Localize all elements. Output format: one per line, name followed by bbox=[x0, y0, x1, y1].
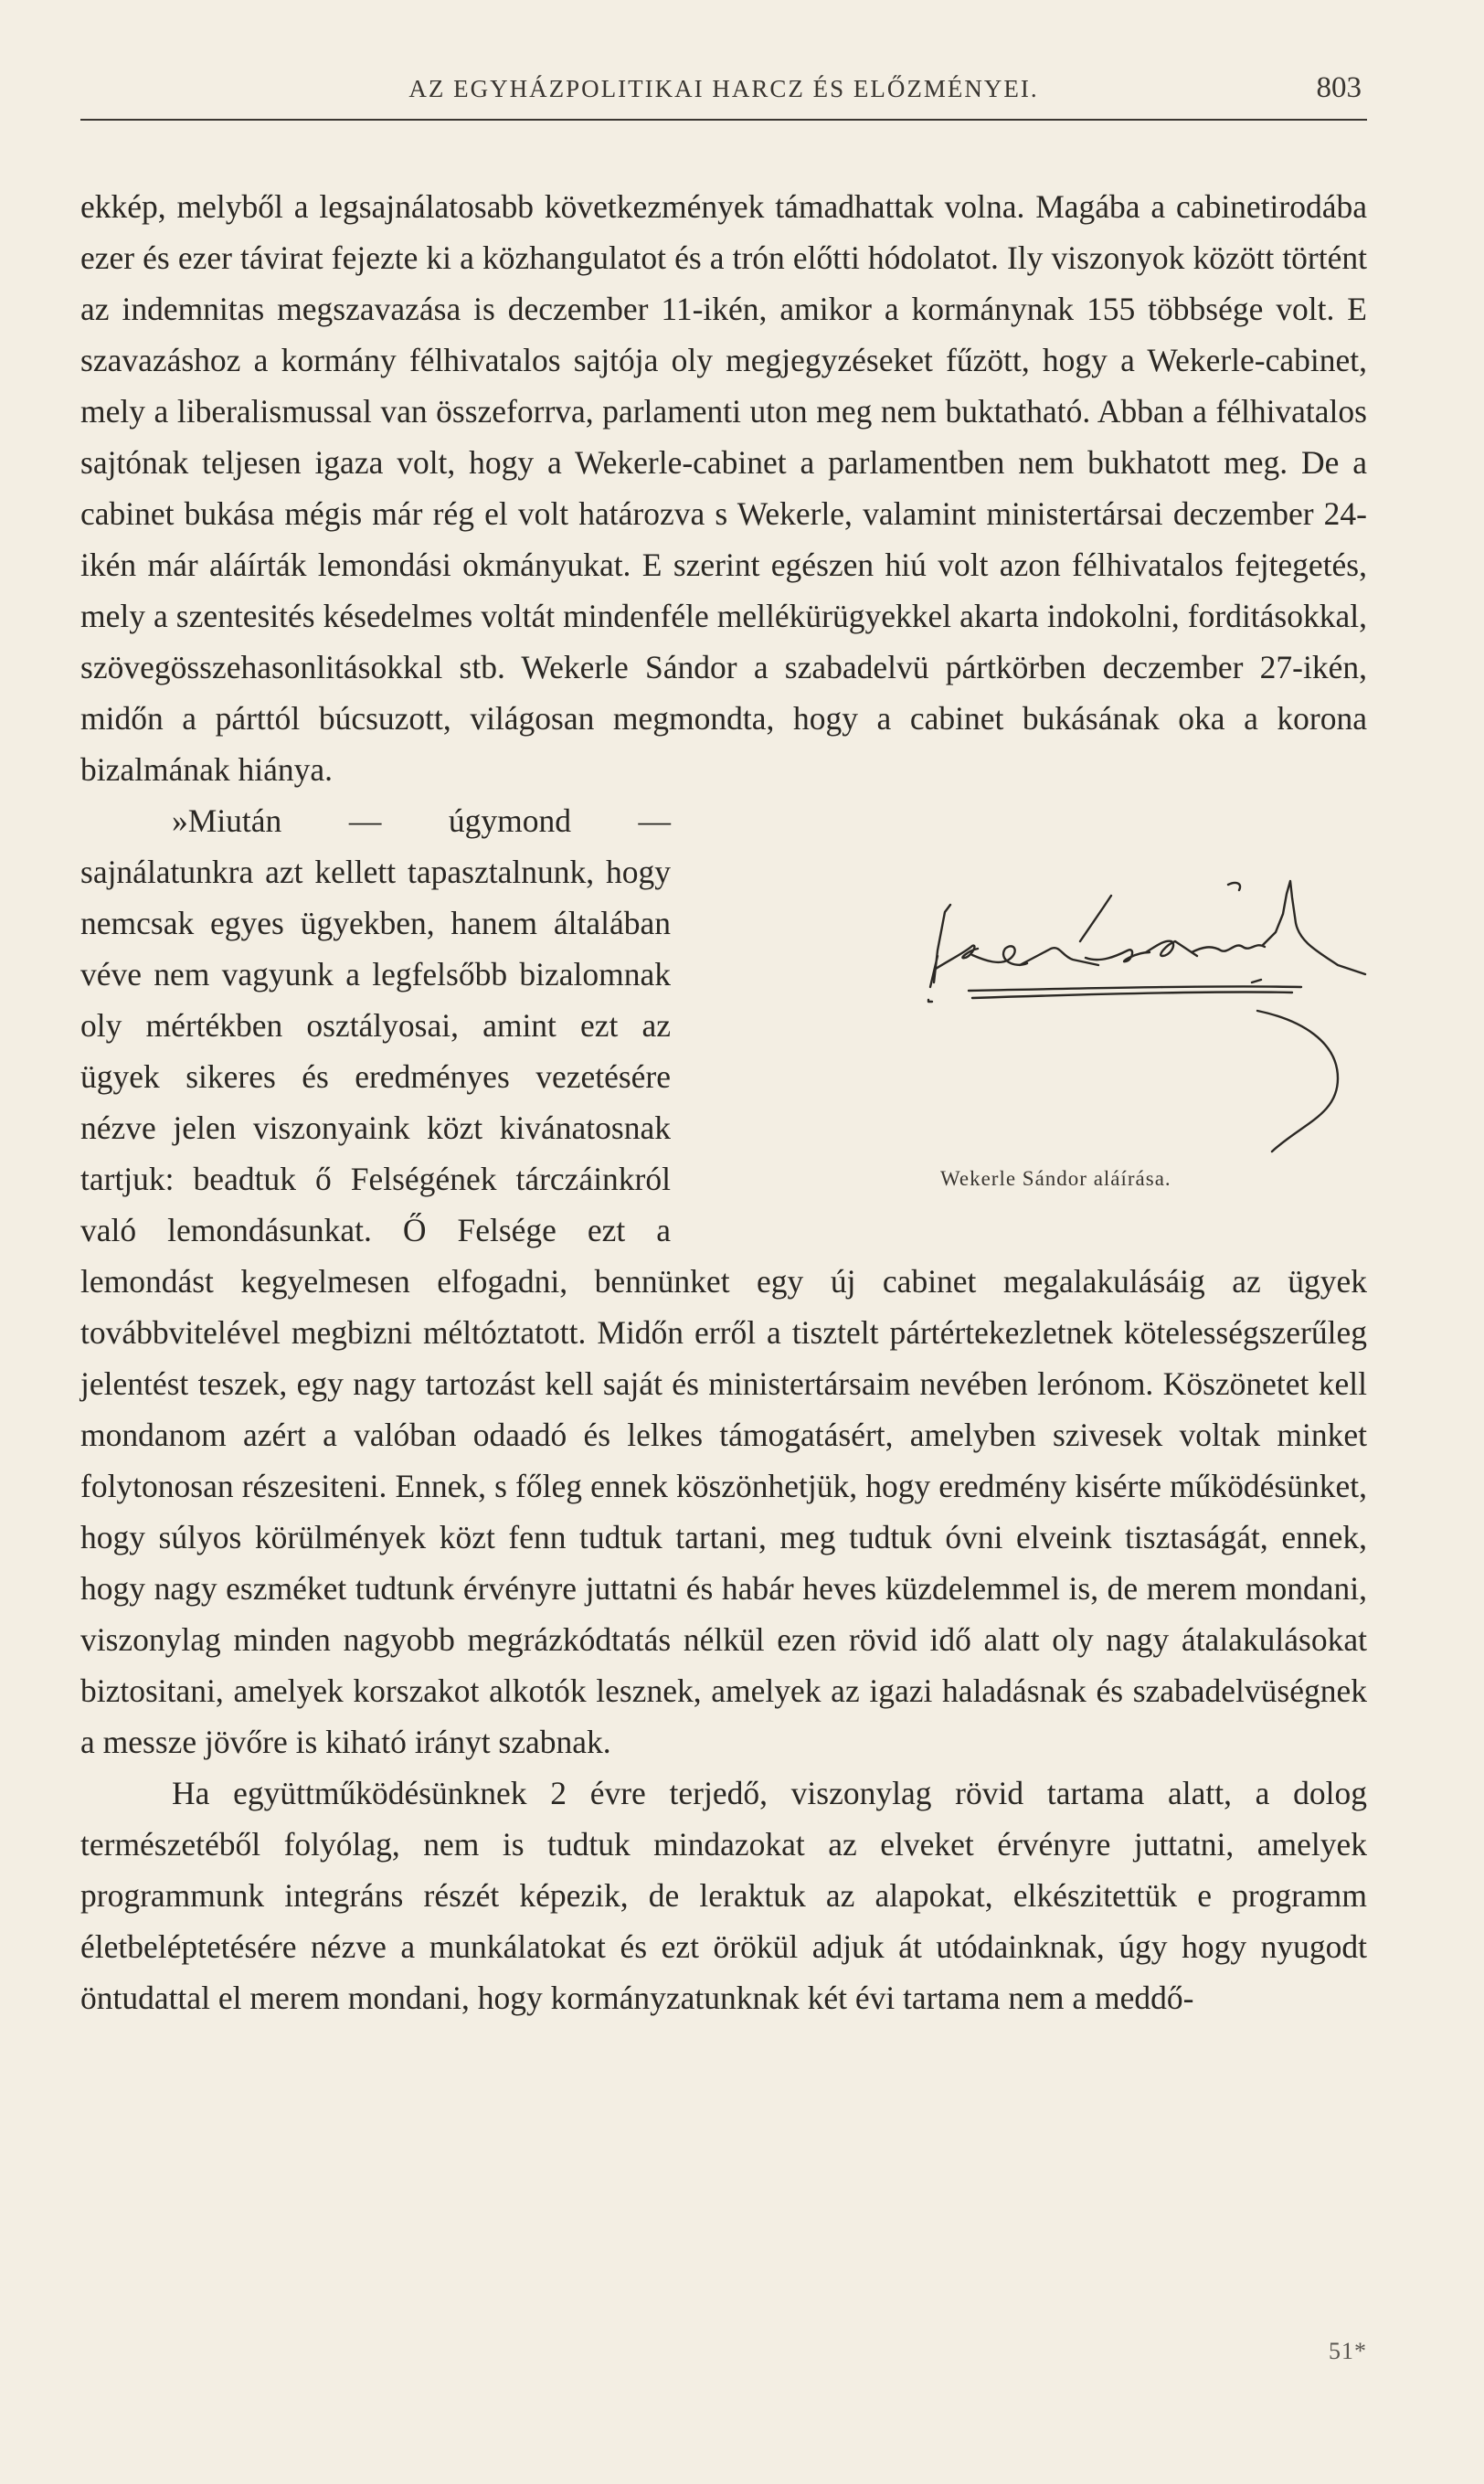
page-number: 803 bbox=[1316, 71, 1362, 104]
signature-figure bbox=[698, 795, 1367, 1206]
paragraph-2: »Miután — úgymond — sajnálatunkra azt kellett tapasztalnunk, hogy nemcsak egyes ügyekben, hanem általában véve nem vagyunk a legfelsőbb bizalomnak oly mértékben osztályosai, amint ezt az ügyek sikeres és eredményes vezetésére nézve jelen viszonyaink közt kivánatosnak tartjuk: beadtuk ő Felségének tárczáinkról való lemondásunkat. Ő Felsége ezt a lemondást kegyelmesen elfogadni, bennünket egy új cabinet megalakulásáig az ügyek továbbvitelével megbizni méltóztatott. Midőn erről a tisztelt pártértekezletnek kötelességszerűleg jelentést teszek, egy nagy tartozást kell saját és ministertársaim nevében lerónom. Köszönetet kell mondanom azért a valóban odaadó és lelkes támogatásért, amelyben szivesek voltak minket folytonosan részesiteni. Ennek, s főleg ennek köszönhetjük, hogy eredmény kisérte működésünket, hogy súlyos körülmények közt fenn tudtuk tartani, meg tudtuk óvni elveink tisztaságát, ennek, hogy nagy eszméket tudtunk érvényre juttatni és habár heves küzdelemmel is, de merem mondani, viszonylag minden nagyobb megrázkódtatás nélkül ezen rövid idő alatt oly nagy átalakulásokat biztositani, amelyek korszakot alkotók lesznek, amelyek az igazi haladásnak és szabadelvüségnek a messze jövőre is kiható irányt szabnak. bbox=[80, 802, 1367, 1760]
signature-image bbox=[698, 795, 1367, 1206]
paragraph-3: Ha együttműködésünknek 2 évre terjedő, viszonylag rövid tartama alatt, a dolog természetéből folyólag, nem is tudtuk mindazokat az elveket érvényre juttatni, amelyek programmunk integráns részét képezik, de leraktuk az alapokat, elkészitettük e programm életbeléptetésére nézve a munkálatokat és ezt örökül adjuk át utódainknak, úgy hogy nyugodt öntudattal el merem mondani, hogy kormányzatunknak két évi tartama nem a meddő- bbox=[80, 1775, 1367, 2016]
page-header bbox=[80, 64, 1367, 121]
running-title: AZ EGYHÁZPOLITIKAI HARCZ ÉS ELŐZMÉNYEI. bbox=[408, 75, 1039, 102]
signature-mark: 51* bbox=[1329, 2338, 1367, 2364]
signature-caption: Wekerle Sándor aláírása. bbox=[940, 1167, 1171, 1190]
paragraph-1: ekkép, melyből a legsajnálatosabb következmények támadhattak volna. Magába a cabinetirodába ezer és ezer távirat fejezte ki a közhangulatot és a trón előtti hódolatot. Ily viszonyok között történt az indemnitas megszavazása is deczember 11-ikén, amikor a kormánynak 155 többsége volt. E szavazáshoz a kormány félhivatalos sajtója oly megjegyzéseket fűzött, hogy a Wekerle-cabinet, mely a liberalismussal van összeforrva, parlamenti uton meg nem buktatható. Abban a félhivatalos sajtónak teljesen igaza volt, hogy a Wekerle-cabinet a parlamentben nem bukhatott meg. De a cabinet bukása mégis már rég el volt határozva s Wekerle, valamint ministertársai deczember 24-ikén már aláírták lemondási okmányukat. E szerint egészen hiú volt azon félhivatalos fejtegetés, mely a szentesités késedelmes voltát mindenféle mellékürügyekkel akarta indokolni, forditásokkal, szövegösszehasonlitásokkal stb. Wekerle Sándor a szabadelvü pártkörben deczember 27-ikén, midőn a párttól búcsuzott, világosan megmondta, hogy a cabinet bukásának oka a korona bizalmának hiánya. bbox=[80, 188, 1367, 788]
body-text bbox=[80, 181, 1367, 2023]
